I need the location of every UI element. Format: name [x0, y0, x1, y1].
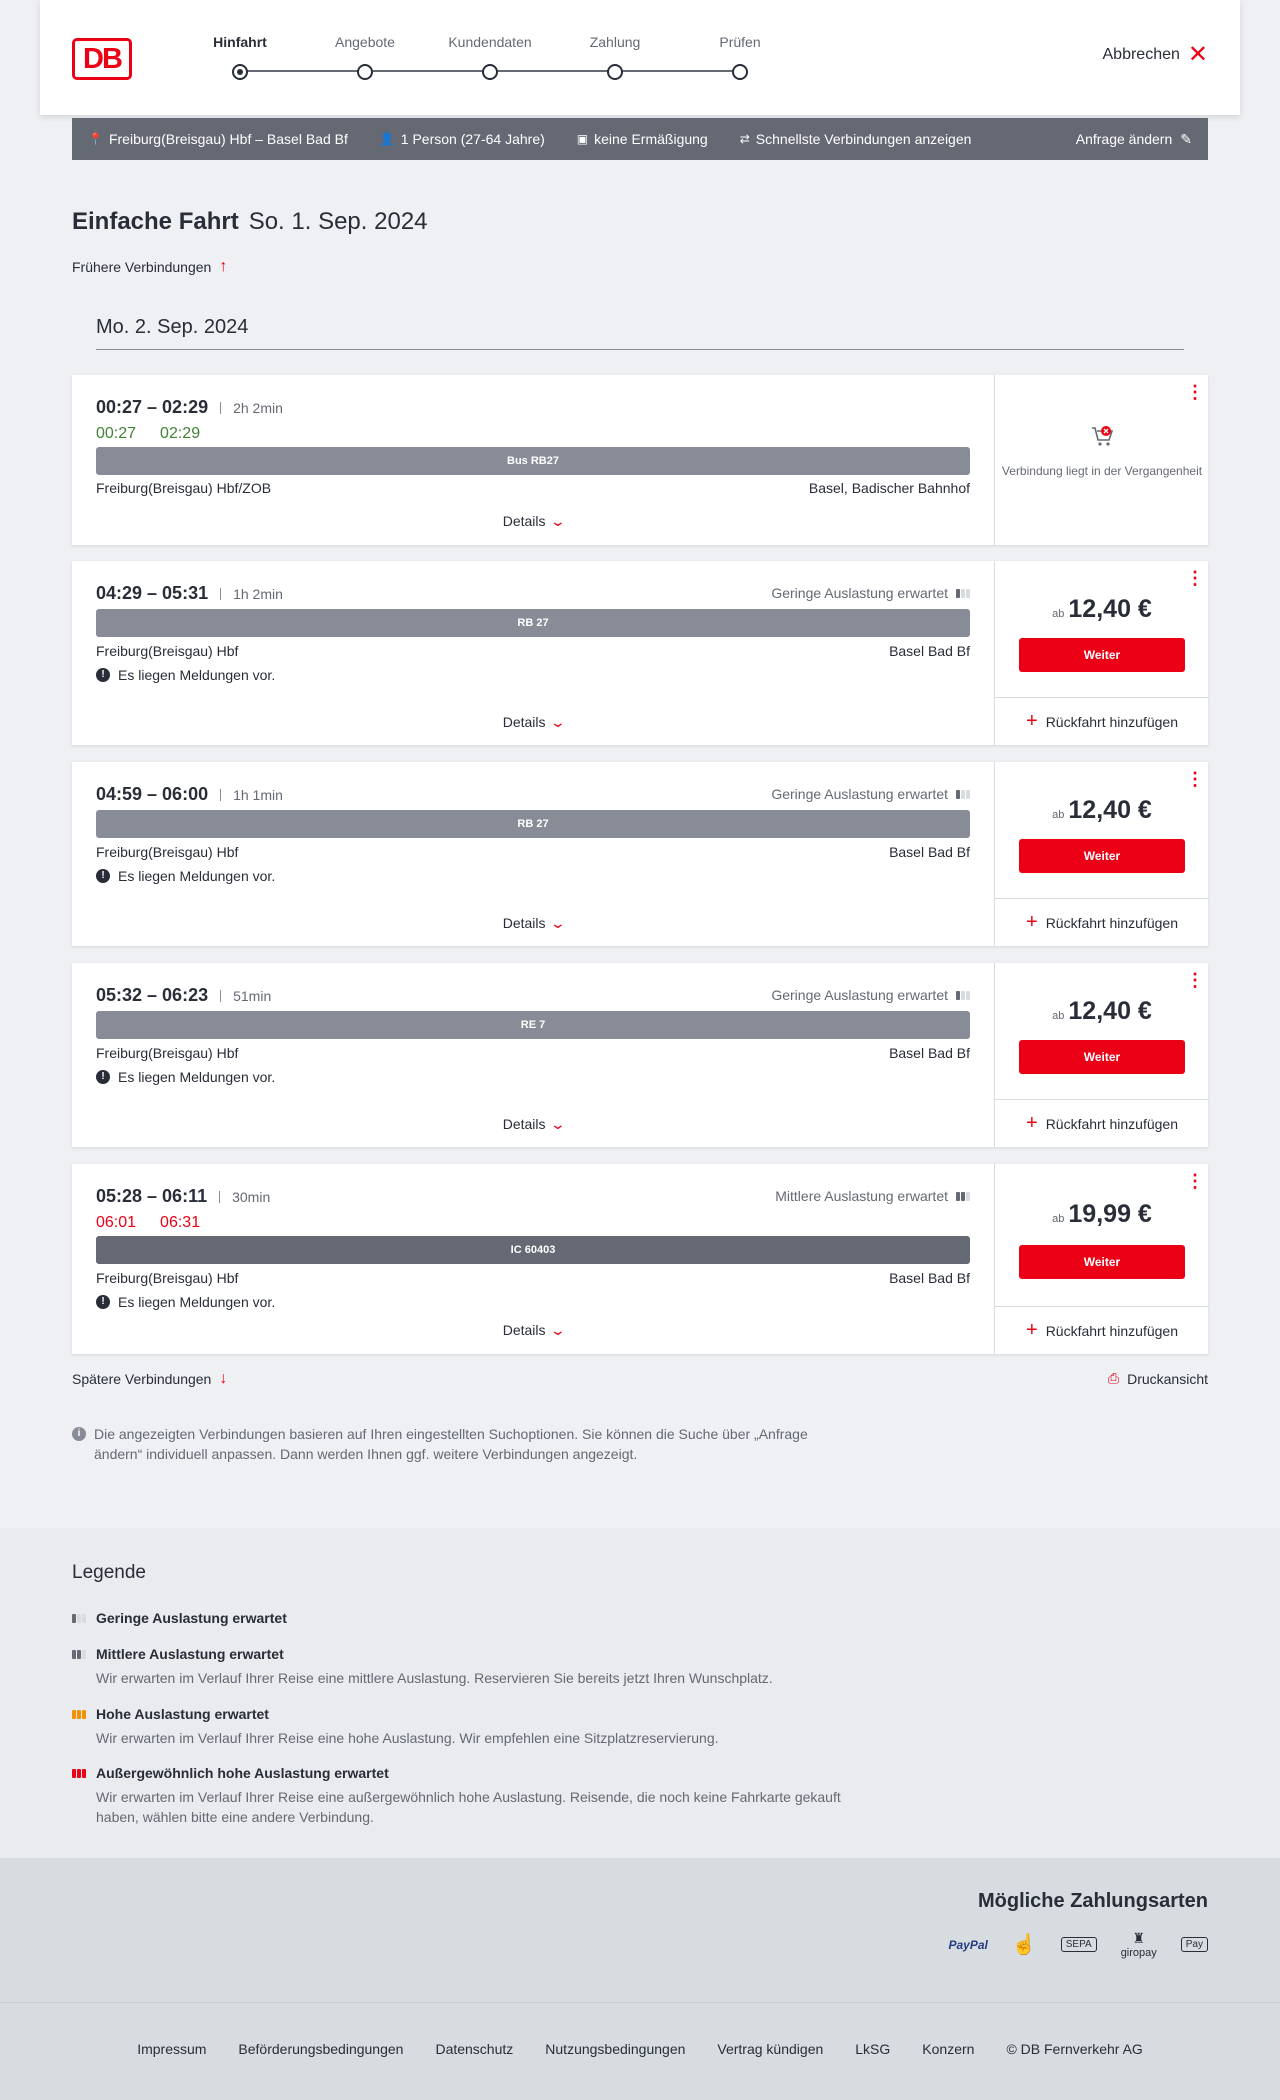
price — [995, 1200, 1209, 1229]
booking-progress-steps — [210, 34, 761, 84]
alert-icon: ! — [96, 1070, 110, 1084]
from-station: Freiburg(Breisgau) Hbf — [96, 844, 239, 860]
return-label: Rückfahrt hinzufügen — [1045, 1322, 1178, 1339]
occupancy-label: Geringe Auslastung erwartet — [771, 585, 948, 601]
connection-info — [96, 561, 970, 745]
details-toggle[interactable] — [96, 915, 970, 932]
legend-item-title: Außergewöhnlich hohe Auslastung erwartet — [96, 1765, 389, 1781]
price-prefix: ab — [1052, 1010, 1065, 1022]
message-text: Es liegen Meldungen vor. — [118, 868, 276, 884]
more-options-icon[interactable]: ⋮ — [1186, 382, 1204, 402]
to-station: Basel Bad Bf — [889, 1270, 970, 1286]
chevron-down-icon: ⌄ — [549, 513, 566, 529]
step-label: Prüfen — [719, 34, 761, 50]
departure-arrival: 04:29 – 05:31 — [96, 583, 209, 603]
credit-card-hand-icon: ☝ — [1011, 1934, 1037, 1956]
route-text: Freiburg(Breisgau) Hbf – Basel Bad Bf — [108, 131, 348, 147]
price-prefix: ab — [1052, 809, 1065, 821]
realtime-times — [96, 425, 224, 443]
occupancy-indicator — [771, 786, 970, 802]
step-pruefen — [685, 34, 795, 80]
trip-date: So. 1. Sep. 2024 — [248, 208, 428, 235]
occupancy-very-high-icon — [72, 1769, 88, 1778]
step-hinfahrt[interactable] — [185, 34, 295, 80]
realtime-times — [96, 1214, 224, 1232]
price-value: 19,99 € — [1068, 1200, 1152, 1228]
step-zahlung — [560, 34, 670, 80]
occupancy-label: Geringe Auslastung erwartet — [771, 987, 948, 1003]
from-station: Freiburg(Breisgau) Hbf — [96, 1045, 239, 1061]
top-navigation-bar — [40, 0, 1240, 115]
step-dot-icon — [607, 64, 623, 80]
price-prefix: ab — [1052, 1213, 1065, 1225]
search-info-note — [72, 1424, 852, 1464]
bahncard-icon: ▣ — [576, 132, 589, 146]
cart-unavailable-icon — [1089, 423, 1115, 449]
to-station: Basel Bad Bf — [889, 643, 970, 659]
footer-link-impressum[interactable]: Impressum — [137, 2041, 207, 2057]
continue-button[interactable]: Weiter — [1019, 1245, 1185, 1279]
page-title — [72, 208, 428, 236]
continue-button[interactable]: Weiter — [1019, 1040, 1185, 1074]
past-connection-notice — [995, 423, 1209, 480]
occupancy-low-icon — [956, 991, 970, 1000]
more-options-icon[interactable]: ⋮ — [1186, 568, 1204, 588]
step-label: Hinfahrt — [213, 34, 267, 50]
close-icon: ✕ — [1187, 41, 1208, 68]
more-options-icon[interactable]: ⋮ — [1186, 769, 1204, 789]
train-bar: IC 60403 — [96, 1236, 970, 1264]
add-return-button[interactable] — [995, 1099, 1209, 1147]
price-panel — [994, 375, 1208, 545]
payment-methods-section — [0, 1858, 1280, 2003]
to-station: Basel Bad Bf — [889, 844, 970, 860]
departure-arrival: 04:59 – 06:00 — [96, 784, 209, 804]
query-discount — [577, 131, 708, 147]
legend-item-desc: Wir erwarten im Verlauf Ihrer Reise eine außergewöhnlich hohe Auslastung. Reisende, die noch keine Fahrkarte gekauft haben, wählen bitte eine andere Verbindung. — [96, 1789, 841, 1825]
legend-title: Legende — [72, 1562, 146, 1583]
location-pin-icon: 📍 — [88, 132, 103, 146]
step-label: Zahlung — [589, 34, 641, 50]
disruption-message — [96, 868, 275, 884]
print-view-link[interactable] — [1108, 1370, 1208, 1387]
printer-icon: ⎙ — [1107, 1370, 1120, 1386]
connection-card — [72, 762, 1208, 946]
price-panel — [994, 561, 1208, 745]
price-prefix: ab — [1052, 608, 1065, 620]
step-dot-icon — [482, 64, 498, 80]
search-query-bar — [72, 118, 1208, 160]
alert-icon: ! — [96, 869, 110, 883]
legend-item-title: Mittlere Auslastung erwartet — [96, 1646, 284, 1662]
info-text: Die angezeigten Verbindungen basieren auf Ihren eingestellten Suchoptionen. Sie können die Suche über „Anfrage ändern“ individuell anpassen. Dann werden Ihnen ggf. weitere Verbindungen angezeigt. — [94, 1426, 808, 1462]
change-request-label: Anfrage ändern — [1075, 131, 1173, 147]
step-dot-icon — [732, 64, 748, 80]
db-logo[interactable]: DB — [72, 38, 132, 80]
later-connections-link[interactable] — [72, 1370, 227, 1388]
details-label: Details — [502, 1116, 546, 1132]
to-station: Basel Bad Bf — [889, 1045, 970, 1061]
step-dot-icon — [357, 64, 373, 80]
footer-link-nutzungsbedingungen[interactable]: Nutzungsbedingungen — [545, 2041, 686, 2057]
price — [995, 595, 1209, 624]
step-label: Angebote — [335, 34, 395, 50]
info-icon: i — [72, 1427, 86, 1441]
earlier-label: Frühere Verbindungen — [72, 259, 212, 275]
return-label: Rückfahrt hinzufügen — [1045, 713, 1178, 730]
occupancy-indicator — [771, 987, 970, 1003]
return-label: Rückfahrt hinzufügen — [1045, 914, 1178, 931]
step-label: Kundendaten — [448, 34, 532, 50]
from-station: Freiburg(Breisgau) Hbf — [96, 1270, 239, 1286]
realtime-departure: 06:01 — [96, 1214, 137, 1231]
step-dot-active-icon — [232, 64, 248, 80]
message-text: Es liegen Meldungen vor. — [118, 1069, 276, 1085]
chevron-down-icon: ⌄ — [549, 1116, 566, 1132]
connection-card — [72, 963, 1208, 1147]
duration: 1h 2min — [220, 588, 283, 600]
footer-link-konzern[interactable]: Konzern — [922, 2041, 975, 2057]
payment-icons — [948, 1930, 1208, 1959]
occupancy-medium-icon — [956, 1192, 970, 1201]
details-label: Details — [502, 513, 546, 529]
chevron-down-icon: ⌄ — [549, 714, 566, 730]
swap-arrows-icon: ⇄ — [739, 132, 750, 146]
payment-title: Mögliche Zahlungsarten — [977, 1890, 1208, 1912]
person-icon: 👤 — [379, 132, 395, 146]
arrow-up-icon: ↑ — [219, 258, 228, 275]
query-route — [88, 131, 348, 147]
footer-link-lksg[interactable]: LkSG — [855, 2041, 891, 2057]
plus-icon: + — [1026, 710, 1038, 732]
occupancy-low-icon — [956, 589, 970, 598]
connection-info — [96, 375, 970, 545]
connection-card — [72, 561, 1208, 745]
footer-links — [0, 2041, 1280, 2057]
occupancy-medium-icon — [72, 1650, 88, 1659]
footer-link-befoerderungsbedingungen[interactable]: Beförderungsbedingungen — [238, 2041, 404, 2057]
departure-arrival: 00:27 – 02:29 — [96, 397, 209, 417]
details-label: Details — [502, 915, 546, 931]
discount-text: keine Ermäßigung — [594, 131, 708, 147]
price-panel — [994, 963, 1208, 1147]
connection-card — [72, 1164, 1208, 1354]
duration: 2h 2min — [220, 402, 283, 414]
more-options-icon[interactable]: ⋮ — [1186, 970, 1204, 990]
occupancy-label: Geringe Auslastung erwartet — [771, 786, 948, 802]
to-station: Basel, Badischer Bahnhof — [808, 480, 970, 496]
chevron-down-icon: ⌄ — [549, 1322, 566, 1338]
price — [995, 997, 1209, 1026]
realtime-departure: 00:27 — [96, 425, 137, 442]
paypal-icon: PayPal — [948, 1937, 988, 1952]
departure-arrival: 05:28 – 06:11 — [96, 1186, 208, 1206]
legend-item-low — [72, 1610, 287, 1626]
add-return-button[interactable] — [995, 898, 1209, 946]
occupancy-low-icon — [72, 1614, 88, 1623]
occupancy-low-icon — [956, 790, 970, 799]
from-station: Freiburg(Breisgau) Hbf/ZOB — [96, 480, 272, 496]
train-bar: RB 27 — [96, 810, 970, 838]
trip-type: Einfache Fahrt — [72, 208, 239, 235]
return-label: Rückfahrt hinzufügen — [1045, 1115, 1178, 1132]
earlier-connections-link[interactable] — [72, 258, 227, 276]
duration: 1h 1min — [220, 789, 283, 801]
price-panel — [994, 1164, 1208, 1354]
train-bar: Bus RB27 — [96, 447, 970, 475]
occupancy-indicator — [775, 1188, 970, 1204]
cancel-label: Abbrechen — [1102, 46, 1180, 63]
departure-arrival: 05:32 – 06:23 — [96, 985, 209, 1005]
duration: 51min — [220, 990, 271, 1002]
realtime-arrival: 06:31 — [160, 1214, 201, 1231]
connection-card — [72, 375, 1208, 545]
footer-link-datenschutz[interactable]: Datenschutz — [435, 2041, 514, 2057]
cancel-button[interactable] — [1102, 41, 1209, 68]
legend-item-title: Geringe Auslastung erwartet — [96, 1610, 287, 1626]
train-bar: RE 7 — [96, 1011, 970, 1039]
apple-pay-icon: Pay — [1181, 1937, 1208, 1952]
price — [995, 796, 1209, 825]
details-label: Details — [502, 714, 546, 730]
date-separator: Mo. 2. Sep. 2024 — [96, 316, 1184, 350]
connection-info — [96, 762, 970, 946]
connection-info — [96, 1164, 970, 1354]
train-bar: RB 27 — [96, 609, 970, 637]
print-label: Druckansicht — [1127, 1370, 1208, 1387]
alert-icon: ! — [96, 668, 110, 682]
query-passengers — [380, 131, 545, 147]
price-value: 12,40 € — [1068, 595, 1152, 623]
occupancy-indicator — [771, 585, 970, 601]
add-return-button[interactable] — [995, 1306, 1209, 1354]
price-value: 12,40 € — [1068, 796, 1152, 824]
step-angebote — [310, 34, 420, 80]
chevron-down-icon: ⌄ — [549, 915, 566, 931]
footer-copyright: © DB Fernverkehr AG — [1006, 2041, 1143, 2057]
fastest-text: Schnellste Verbindungen anzeigen — [755, 131, 972, 147]
footer-link-vertrag-kuendigen[interactable]: Vertrag kündigen — [717, 2041, 824, 2057]
plus-icon: + — [1026, 911, 1038, 933]
message-text: Es liegen Meldungen vor. — [118, 667, 276, 683]
alert-icon: ! — [96, 1295, 110, 1309]
past-text: Verbindung liegt in der Vergangenheit — [1001, 464, 1203, 478]
legend-section — [0, 1528, 1280, 1858]
legend-item-desc: Wir erwarten im Verlauf Ihrer Reise eine hohe Auslastung. Wir empfehlen eine Sitzplatzreservierung. — [96, 1730, 719, 1746]
realtime-arrival: 02:29 — [160, 425, 201, 442]
later-label: Spätere Verbindungen — [72, 1371, 212, 1387]
footer — [0, 2003, 1280, 2100]
legend-item-title: Hohe Auslastung erwartet — [96, 1706, 269, 1722]
pencil-icon: ✎ — [1180, 130, 1192, 147]
legend-item-very-high — [72, 1765, 856, 1827]
continue-button[interactable]: Weiter — [1019, 638, 1185, 672]
connection-times — [96, 784, 283, 805]
from-station: Freiburg(Breisgau) Hbf — [96, 643, 239, 659]
price-panel — [994, 762, 1208, 946]
change-request-button[interactable] — [1076, 131, 1192, 148]
duration: 30min — [219, 1191, 270, 1203]
giropay-icon: ♜ giropay — [1120, 1930, 1157, 1959]
more-options-icon[interactable]: ⋮ — [1186, 1171, 1204, 1191]
legend-item-desc: Wir erwarten im Verlauf Ihrer Reise eine mittlere Auslastung. Reservieren Sie bereits jetzt Ihren Wunschplatz. — [96, 1670, 773, 1686]
details-toggle[interactable] — [96, 513, 970, 530]
details-toggle[interactable] — [96, 714, 970, 731]
legend-item-high — [72, 1706, 856, 1748]
details-label: Details — [502, 1322, 546, 1338]
occupancy-label: Mittlere Auslastung erwartet — [775, 1188, 948, 1204]
connection-times — [96, 397, 283, 418]
passengers-text: 1 Person (27-64 Jahre) — [400, 131, 545, 147]
connection-times — [96, 1186, 270, 1207]
plus-icon: + — [1026, 1112, 1038, 1134]
message-text: Es liegen Meldungen vor. — [118, 1294, 276, 1310]
connection-times — [96, 985, 271, 1006]
details-toggle[interactable] — [96, 1322, 970, 1339]
details-toggle[interactable] — [96, 1116, 970, 1133]
add-return-button[interactable] — [995, 697, 1209, 745]
connection-info — [96, 963, 970, 1147]
legend-item-medium — [72, 1646, 856, 1688]
plus-icon: + — [1026, 1319, 1038, 1341]
disruption-message — [96, 1294, 275, 1310]
price-value: 12,40 € — [1068, 997, 1152, 1025]
query-fastest — [740, 131, 972, 147]
continue-button[interactable]: Weiter — [1019, 839, 1185, 873]
disruption-message — [96, 1069, 275, 1085]
step-kundendaten — [435, 34, 545, 80]
arrow-down-icon: ↓ — [219, 1370, 228, 1387]
disruption-message — [96, 667, 275, 683]
connection-times — [96, 583, 283, 604]
sepa-icon: SEPA — [1061, 1937, 1097, 1952]
occupancy-high-icon — [72, 1710, 88, 1719]
